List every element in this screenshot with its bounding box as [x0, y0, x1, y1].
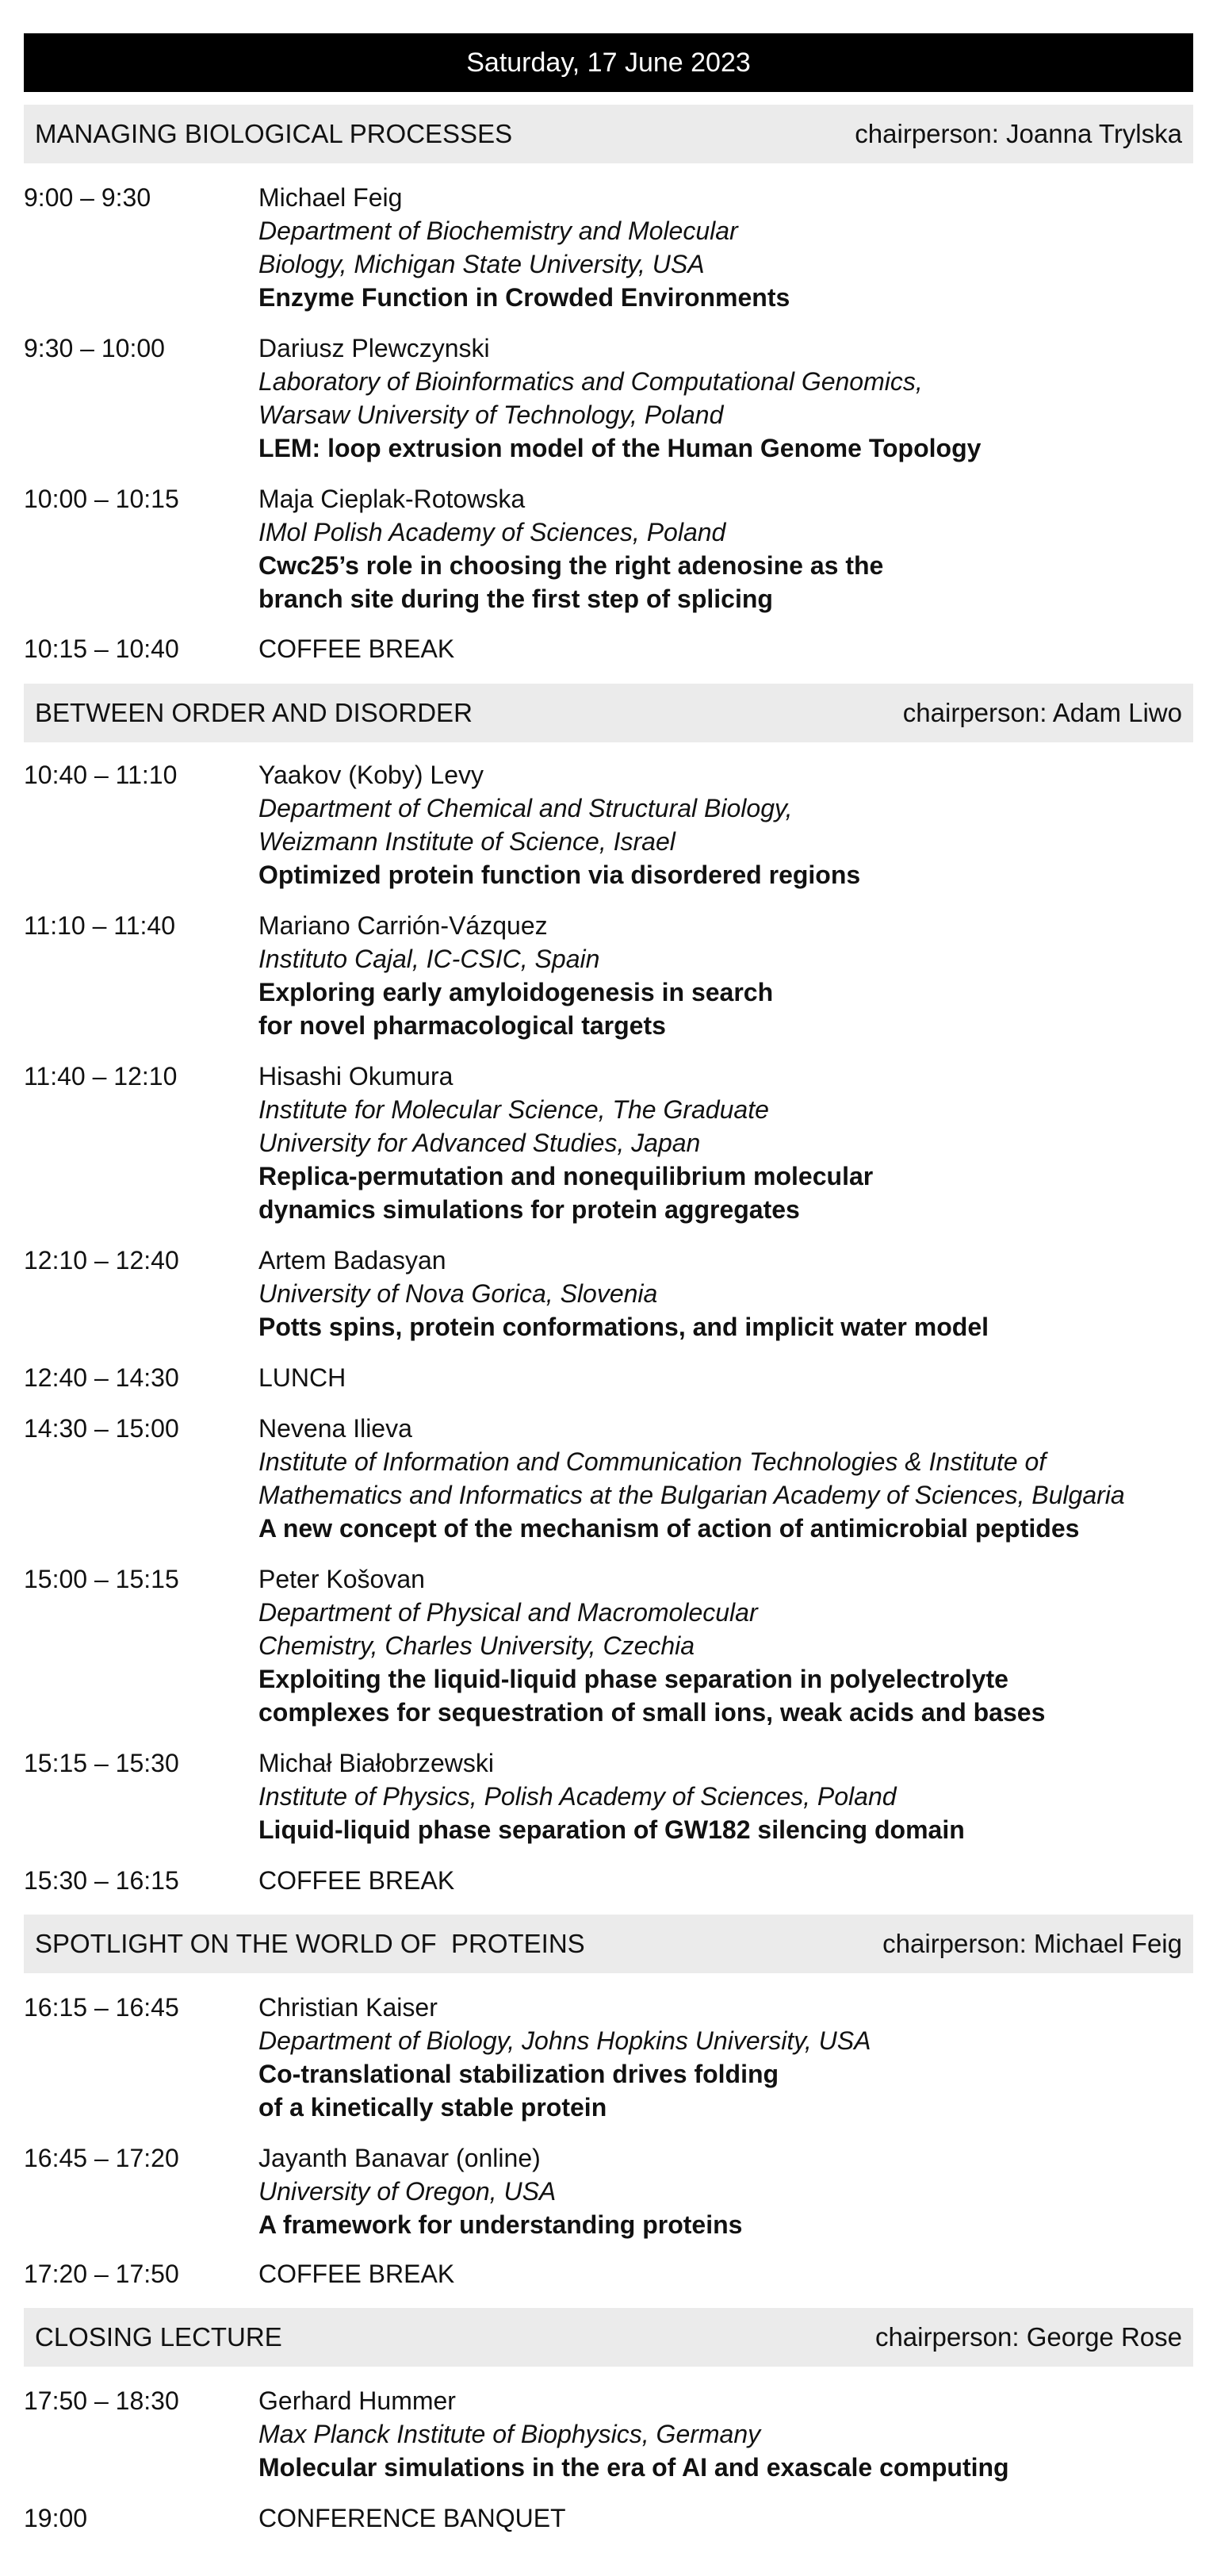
- talk-time: 15:00 – 15:15: [24, 1565, 179, 1593]
- break-label: LUNCH: [258, 1363, 346, 1392]
- affiliation-line: Institute of Physics, Polish Academy of Sciences, Poland: [258, 1782, 897, 1811]
- speaker-name: Michał Białobrzewski: [258, 1749, 494, 1777]
- session-chairperson: chairperson: Joanna Trylska: [855, 119, 1182, 148]
- speaker-name: Peter Košovan: [258, 1565, 425, 1593]
- talk-title: Cwc25’s role in choosing the right adenosine as the: [258, 551, 884, 580]
- speaker-name: Michael Feig: [258, 183, 403, 212]
- affiliation-line: University for Advanced Studies, Japan: [258, 1129, 701, 1157]
- break-time: 17:20 – 17:50: [24, 2260, 179, 2288]
- affiliation-line: Chemistry, Charles University, Czechia: [258, 1631, 695, 1660]
- talk-time: 9:00 – 9:30: [24, 183, 151, 212]
- break-label: COFFEE BREAK: [258, 634, 455, 663]
- session-title: MANAGING BIOLOGICAL PROCESSES: [35, 119, 513, 148]
- talk-title: Potts spins, protein conformations, and implicit water model: [258, 1313, 989, 1341]
- break-time: 12:40 – 14:30: [24, 1363, 179, 1392]
- affiliation-line: Max Planck Institute of Biophysics, Germany: [258, 2420, 761, 2448]
- affiliation-line: Department of Physical and Macromolecular: [258, 1598, 758, 1627]
- session-chairperson: chairperson: Michael Feig: [882, 1929, 1182, 1958]
- speaker-name: Hisashi Okumura: [258, 1062, 454, 1091]
- session-header-closing-lecture: [24, 2308, 1193, 2367]
- session-title: BETWEEN ORDER AND DISORDER: [35, 698, 473, 727]
- speaker-name: Maja Cieplak-Rotowska: [258, 485, 526, 513]
- date-header-text: Saturday, 17 June 2023: [466, 47, 751, 78]
- affiliation-line: Biology, Michigan State University, USA: [258, 250, 705, 278]
- session-header-between-order-and-disorder: [24, 684, 1193, 742]
- affiliation-line: Warsaw University of Technology, Poland: [258, 401, 724, 429]
- talk-title: branch site during the first step of splicing: [258, 585, 773, 613]
- talk-title: complexes for sequestration of small ions, weak acids and bases: [258, 1698, 1046, 1727]
- speaker-name: Yaakov (Koby) Levy: [258, 761, 484, 789]
- talk-title: for novel pharmacological targets: [258, 1011, 666, 1040]
- break-time: 10:15 – 10:40: [24, 634, 179, 663]
- talk-title: A new concept of the mechanism of action of antimicrobial peptides: [258, 1514, 1080, 1543]
- affiliation-line: Department of Biochemistry and Molecular: [258, 217, 738, 245]
- talk-title: Enzyme Function in Crowded Environments: [258, 283, 790, 312]
- speaker-name: Nevena Ilieva: [258, 1414, 412, 1443]
- break-time: 15:30 – 16:15: [24, 1866, 179, 1895]
- talk-time: 16:15 – 16:45: [24, 1993, 179, 2022]
- talk-title: LEM: loop extrusion model of the Human Genome Topology: [258, 434, 982, 462]
- talk-time: 10:40 – 11:10: [24, 761, 178, 789]
- affiliation-line: Mathematics and Informatics at the Bulgarian Academy of Sciences, Bulgaria: [258, 1481, 1125, 1509]
- affiliation-line: Department of Biology, Johns Hopkins University, USA: [258, 2026, 871, 2055]
- session-header-managing-biological-processes: [24, 105, 1193, 163]
- talk-time: 14:30 – 15:00: [24, 1414, 179, 1443]
- session-title: SPOTLIGHT ON THE WORLD OF PROTEINS: [35, 1929, 585, 1958]
- talk-title: Optimized protein function via disordered regions: [258, 861, 861, 889]
- talk-title: Molecular simulations in the era of AI and exascale computing: [258, 2453, 1009, 2482]
- talk-time: 9:30 – 10:00: [24, 334, 165, 362]
- break-label: COFFEE BREAK: [258, 2260, 455, 2288]
- talk-time: 16:45 – 17:20: [24, 2144, 179, 2172]
- affiliation-line: University of Nova Gorica, Slovenia: [258, 1279, 658, 1308]
- affiliation-line: Institute of Information and Communication Technologies & Institute of: [258, 1447, 1047, 1476]
- affiliation-line: Instituto Cajal, IC-CSIC, Spain: [258, 945, 600, 973]
- session-title: CLOSING LECTURE: [35, 2322, 282, 2352]
- affiliation-line: Weizmann Institute of Science, Israel: [258, 827, 675, 856]
- session-chairperson: chairperson: George Rose: [874, 2322, 1182, 2352]
- banquet-label: CONFERENCE BANQUET: [258, 2504, 566, 2532]
- speaker-name: Jayanth Banavar (online): [258, 2144, 541, 2172]
- affiliation-line: Laboratory of Bioinformatics and Computational Genomics,: [258, 367, 923, 396]
- talk-title: Exploiting the liquid-liquid phase separation in polyelectrolyte: [258, 1665, 1008, 1693]
- speaker-name: Artem Badasyan: [258, 1246, 446, 1275]
- talk-time: 17:50 – 18:30: [24, 2386, 179, 2415]
- speaker-name: Mariano Carrión-Vázquez: [258, 911, 548, 940]
- talk-title: A framework for understanding proteins: [258, 2210, 743, 2239]
- talk-time: 11:10 – 11:40: [24, 911, 175, 940]
- speaker-name: Dariusz Plewczynski: [258, 334, 490, 362]
- talk-time: 11:40 – 12:10: [24, 1062, 178, 1091]
- affiliation-line: Institute for Molecular Science, The Graduate: [258, 1095, 769, 1124]
- session-chairperson: chairperson: Adam Liwo: [902, 698, 1182, 727]
- speaker-name: Christian Kaiser: [258, 1993, 438, 2022]
- talk-time: 15:15 – 15:30: [24, 1749, 179, 1777]
- talk-time: 12:10 – 12:40: [24, 1246, 179, 1275]
- date-header: [24, 33, 1193, 92]
- talk-title: Replica-permutation and nonequilibrium molecular: [258, 1162, 874, 1190]
- talk-time: 10:00 – 10:15: [24, 485, 179, 513]
- talk-title: Exploring early amyloidogenesis in search: [258, 978, 774, 1006]
- banquet-time: 19:00: [24, 2504, 88, 2532]
- break-label: COFFEE BREAK: [258, 1866, 455, 1895]
- affiliation-line: University of Oregon, USA: [258, 2177, 557, 2206]
- session-header-spotlight-on-proteins: [24, 1915, 1193, 1973]
- talk-title: of a kinetically stable protein: [258, 2093, 607, 2122]
- affiliation-line: Department of Chemical and Structural Biology,: [258, 794, 793, 822]
- affiliation-line: IMol Polish Academy of Sciences, Poland: [258, 518, 726, 546]
- speaker-name: Gerhard Hummer: [258, 2386, 456, 2415]
- talk-title: dynamics simulations for protein aggregates: [258, 1195, 800, 1224]
- talk-title: Liquid-liquid phase separation of GW182 silencing domain: [258, 1815, 965, 1844]
- talk-title: Co-translational stabilization drives folding: [258, 2060, 779, 2088]
